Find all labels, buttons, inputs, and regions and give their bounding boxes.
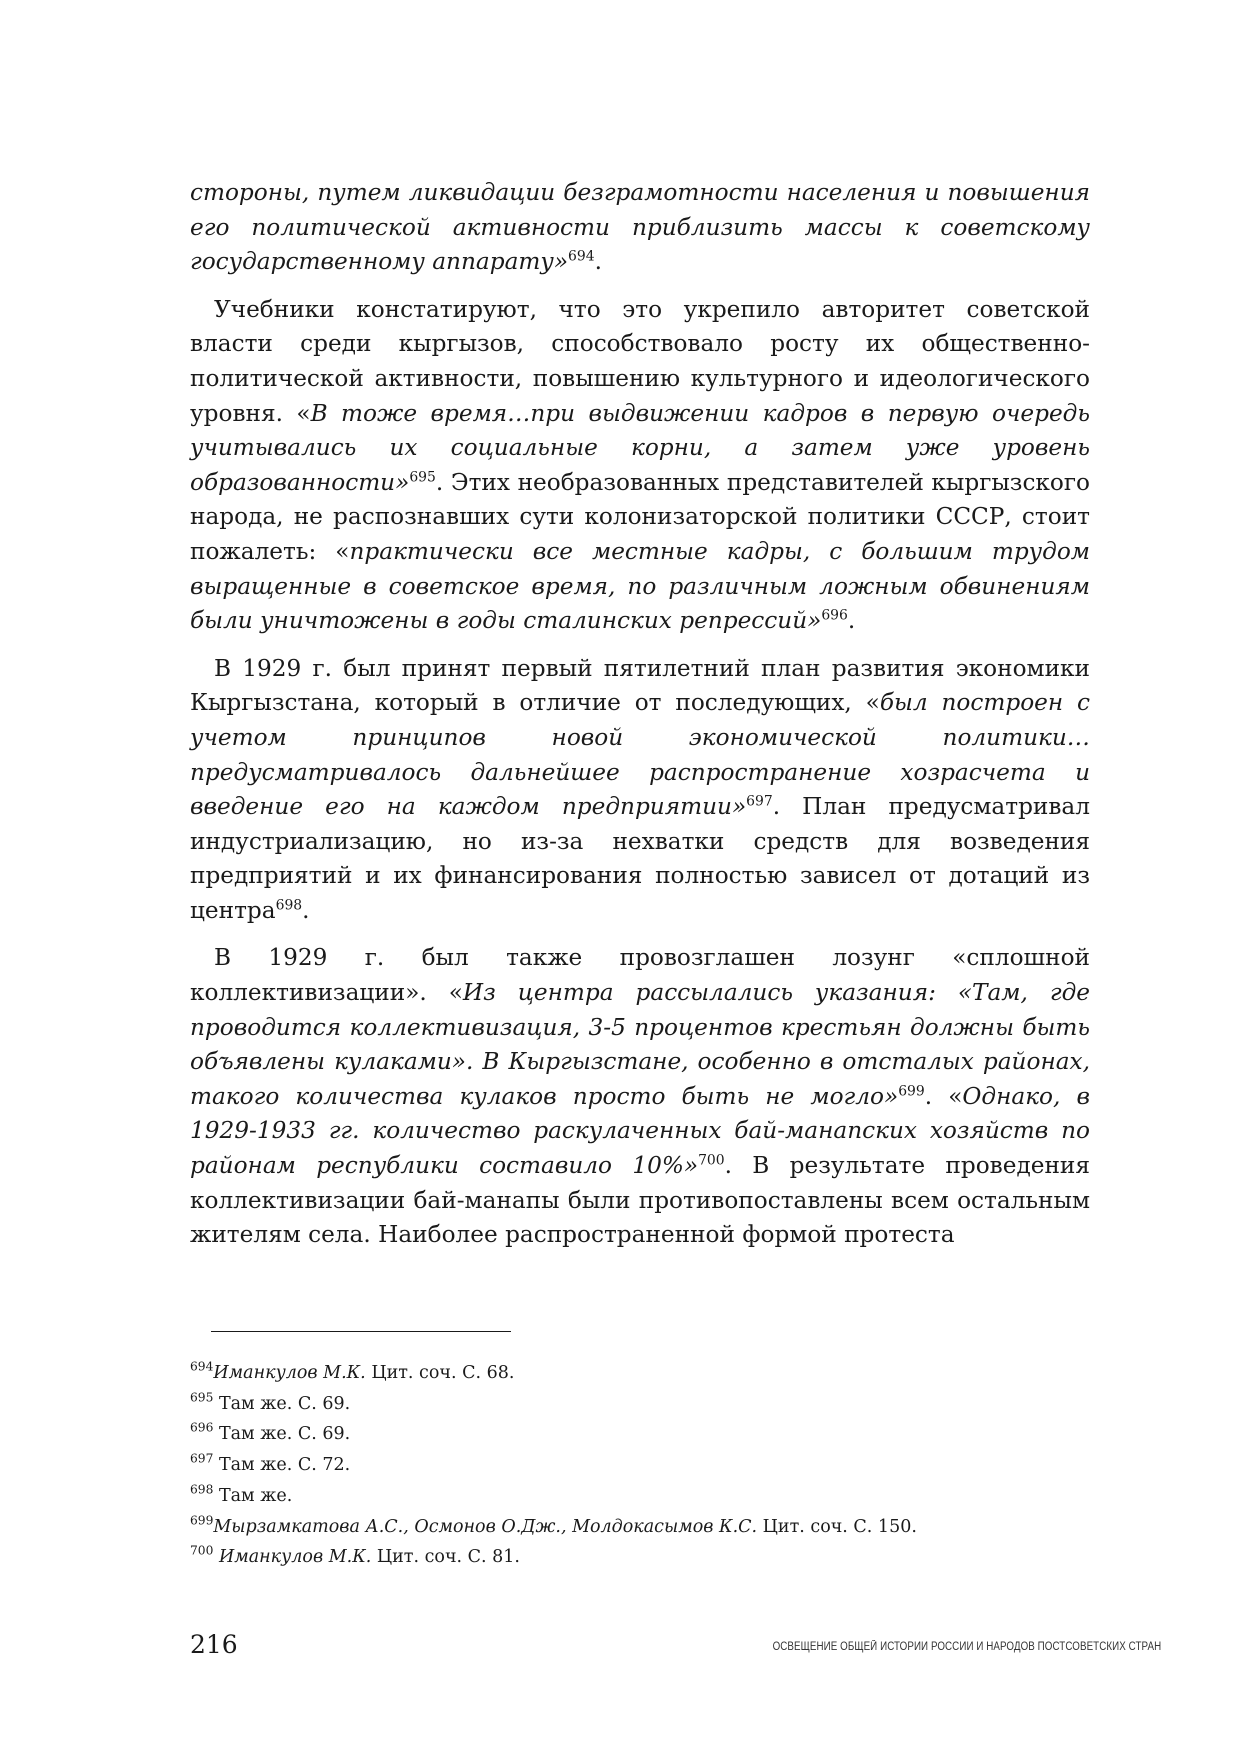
italic-quote: Однако, в 1929-1933 гг. количество раскулаченных бай-манапских хозяйств по районам республики составило 10%» [190,1082,1090,1180]
text-run: Там же. С. 72. [213,1455,351,1476]
footnote-number: 700 [190,1543,214,1558]
footnote-reference[interactable]: 699 [898,1083,925,1100]
footnote-number: 697 [190,1451,214,1466]
footnote [190,1450,1090,1481]
italic-quote: Мырзамкатова А.С., Осмонов О.Дж., Молдокасымов К.С. [213,1516,758,1537]
footnote [190,1542,1090,1573]
italic-quote: Иманкулов М.К. [213,1547,372,1568]
footnotes [190,1358,1090,1573]
paragraph [190,293,1090,639]
footnote-reference[interactable]: 694 [568,248,595,265]
footnote [190,1419,1090,1450]
footnote-number: 695 [190,1390,214,1405]
body-text [190,176,1090,1266]
paragraph [190,941,1090,1252]
footnote-reference[interactable]: 700 [698,1152,725,1169]
footnote-number: 698 [190,1482,214,1497]
text-run: . Этих необразованных представителей кыргызского народа, не распознавших сути колонизаторской политики СССР, стоит пожалеть: « [190,468,1090,565]
footnote-number: 694 [190,1359,214,1374]
page-number: 216 [190,1630,238,1659]
footnote [190,1512,1090,1543]
text-run: Там же. С. 69. [213,1424,351,1445]
footnote-reference[interactable]: 697 [746,793,773,810]
footnote-number: 699 [190,1513,214,1528]
italic-quote: Из центра рассылались указания: «Там, где проводится коллективизация, 3-5 процентов крестьян должны быть объявлены кулаками». В Кыргызстане, особенно в отсталых районах, такого количества кулаков просто быть не могло» [190,979,1090,1110]
text-run: . План предусматривал индустриализацию, но из-за нехватки средств для возведения предприятий и их финансирования полностью зависел от дотаций из центра [190,793,1090,924]
footnote-reference[interactable]: 696 [821,607,848,624]
footnote [190,1481,1090,1512]
text-run: . [302,896,310,924]
italic-quote: практически все местные кадры, с большим трудом выращенные в советское время, по различным ложным обвинениям были уничтожены в годы сталинских репрессий» [190,537,1090,635]
footnote-number: 696 [190,1421,214,1436]
footnote-reference[interactable]: 695 [409,469,436,486]
text-run: . В результате проведения коллективизации бай-манапы были противопоставлены всем остальным жителям села. Наиболее распространенной формой протеста [190,1152,1090,1249]
text-run: . [847,607,856,635]
text-run: . « [924,1082,963,1110]
running-title: ОСВЕЩЕНИЕ ОБЩЕЙ ИСТОРИИ РОССИИ И НАРОДОВ ПОСТСОВЕТСКИХ СТРАН [772,1641,1161,1653]
italic-quote: был построен с учетом принципов новой экономической политики…предусматривалось дальнейшее распространение хозрасчета и введение его на каждом предприятии» [190,689,1090,821]
text-run: . [594,248,602,276]
footnote-separator [211,1331,511,1332]
text-run: В 1929 г. был принят первый пятилетний план развития экономики Кыргызстана, который в отличие от последующих, « [190,654,1090,717]
text-run: Цит. соч. С. 68. [365,1363,515,1383]
text-run: Там же. [213,1485,293,1506]
text-run: Там же. С. 69. [213,1393,351,1414]
text-run: В 1929 г. был также провозглашен лозунг «сплошной коллективизации». « [190,944,1090,1007]
italic-quote: В тоже время…при выдвижении кадров в первую очередь учитывались их социальные корни, а затем уже уровень образованности» [190,399,1090,496]
footnote [190,1358,1090,1389]
text-run: Цит. соч. С. 150. [757,1516,917,1537]
text-run: Цит. соч. С. 81. [371,1547,520,1568]
footnote-reference[interactable]: 698 [275,897,303,914]
paragraph [190,652,1090,929]
italic-quote: Иманкулов М.К. [213,1363,366,1383]
text-run: Учебники констатируют, что это укрепило авторитет советской власти среди кыргызов, способствовало росту их общественно-политической активности, повышению культурного и идеологического уровня. « [190,295,1090,427]
paragraph [190,176,1090,280]
footnote [190,1389,1090,1420]
italic-quote: стороны, путем ликвидации безграмотности населения и повышения его политической активности приблизить массы к советскому государственному аппарату» [190,179,1090,276]
